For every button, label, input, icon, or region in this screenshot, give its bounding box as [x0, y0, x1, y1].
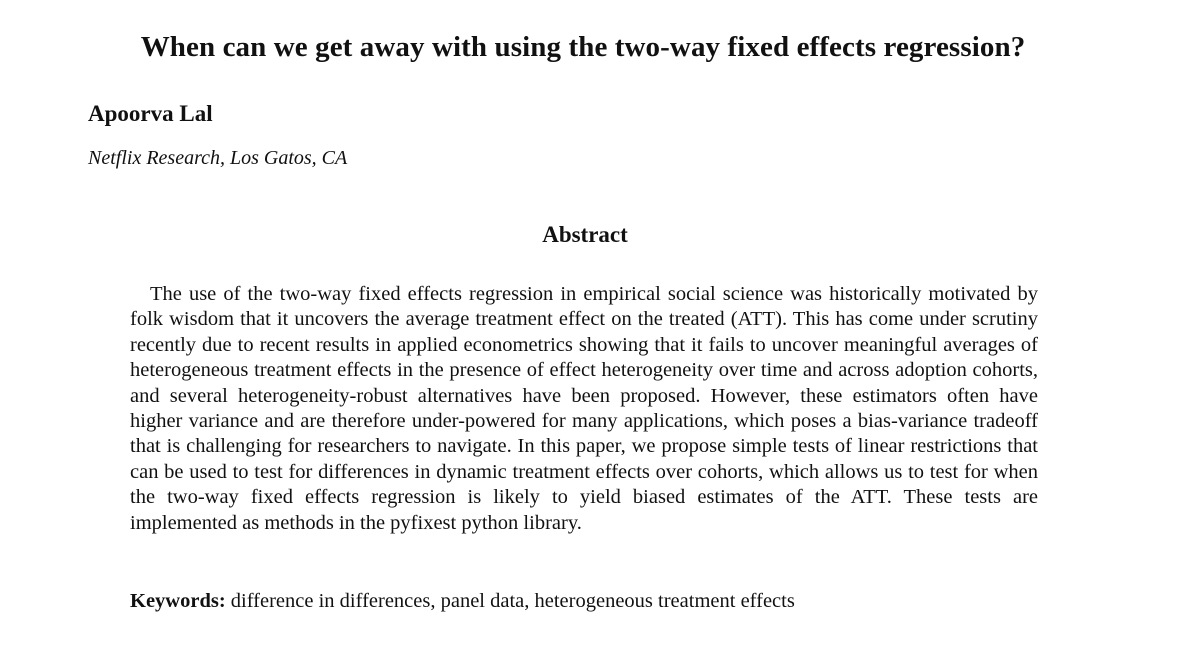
abstract-heading: Abstract	[542, 222, 628, 247]
keywords-label: Keywords:	[130, 590, 226, 612]
abstract-body: The use of the two-way fixed effects regression in empirical social science was historically motivated by folk wisdom that it uncovers the average treatment effect on the treated (ATT). This has come under scrutiny recently due to recent results in applied econometrics showing that it fails to uncover meaningful averages of heterogeneous treatment effects in the presence of effect heterogeneity over time and across adoption cohorts, and several heterogeneity-robust alternatives have been proposed. However, these estimators often have higher variance and are therefore under-powered for many applications, which poses a bias-variance tradeoff that is challenging for researchers to navigate. In this paper, we propose simple tests of linear restrictions that can be used to test for differences in dynamic treatment effects over cohorts, which allows us to test for when the two-way fixed effects regression is likely to yield biased estimates of the ATT. These tests are implemented as methods in the pyfixest python library.	[130, 283, 1038, 534]
keywords-text: difference in differences, panel data, heterogeneous treatment effects	[230, 590, 795, 612]
author-affiliation: Netflix Research, Los Gatos, CA	[88, 147, 348, 169]
author-name: Apoorva Lal	[88, 101, 213, 126]
keywords-line	[130, 588, 1038, 615]
paper-title: When can we get away with using the two-way fixed effects regression?	[140, 31, 1026, 63]
